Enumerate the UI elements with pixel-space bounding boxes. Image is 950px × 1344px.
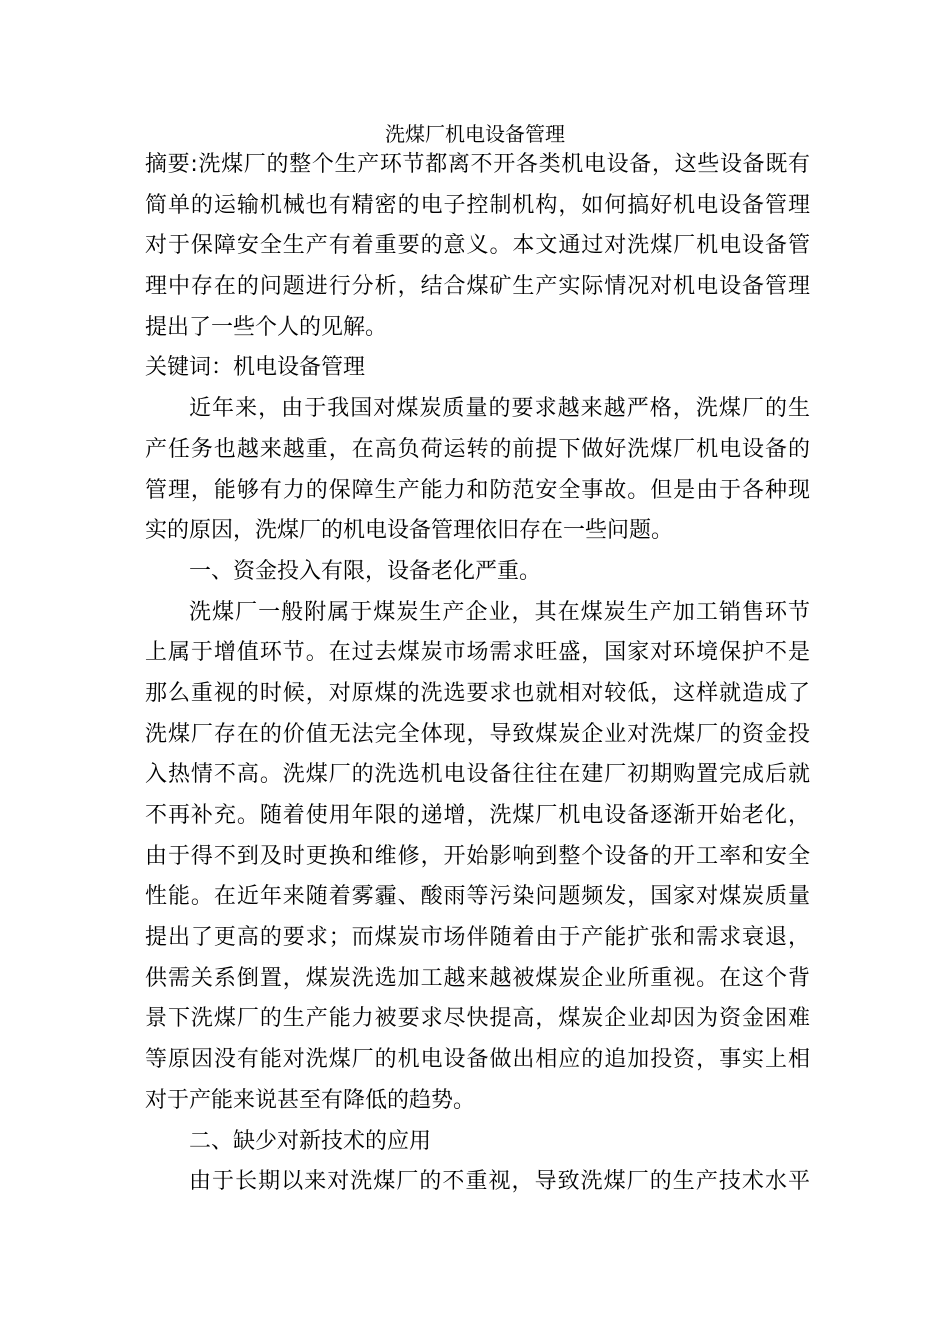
document-title: 洗煤厂机电设备管理 — [385, 122, 565, 146]
abstract-line: 理中存在的问题进行分析，结合煤矿生产实际情况对机电设备管理 — [145, 274, 810, 300]
paragraph-line: 由于得不到及时更换和维修，开始影响到整个设备的开工率和安全 — [145, 843, 810, 869]
section-heading: 一、资金投入有限，设备老化严重。 — [189, 558, 542, 584]
paragraph-line: 管理，能够有力的保障生产能力和防范安全事故。但是由于各种现 — [145, 477, 810, 503]
abstract-line: 摘要:洗煤厂的整个生产环节都离不开各类机电设备，这些设备既有 — [145, 152, 810, 177]
abstract-line: 对于保障安全生产有着重要的意义。本文通过对洗煤厂机电设备管 — [145, 233, 810, 259]
paragraph-line: 洗煤厂存在的价值无法完全体现，导致煤炭企业对洗煤厂的资金投 — [145, 721, 810, 747]
paragraph-line: 不再补充。随着使用年限的递增，洗煤厂机电设备逐渐开始老化， — [145, 803, 810, 828]
paragraph-line: 由于长期以来对洗煤厂的不重视，导致洗煤厂的生产技术水平 — [189, 1169, 810, 1195]
paragraph-line: 提出了更高的要求；而煤炭市场伴随着由于产能扩张和需求衰退， — [145, 925, 810, 951]
keywords-line: 关键词：机电设备管理 — [145, 355, 366, 381]
paragraph-line: 洗煤厂一般附属于煤炭生产企业，其在煤炭生产加工销售环节 — [189, 599, 810, 625]
abstract-line: 简单的运输机械也有精密的电子控制机构，如何搞好机电设备管理 — [145, 192, 810, 218]
paragraph-line: 等原因没有能对洗煤厂的机电设备做出相应的追加投资，事实上相 — [145, 1047, 810, 1073]
paragraph-line: 性能。在近年来随着雾霾、酸雨等污染问题频发，国家对煤炭质量 — [145, 884, 810, 910]
paragraph-line: 近年来，由于我国对煤炭质量的要求越来越严格，洗煤厂的生 — [189, 396, 810, 422]
paragraph-line: 入热情不高。洗煤厂的洗选机电设备往往在建厂初期购置完成后就 — [145, 762, 810, 788]
paragraph-line: 那么重视的时候，对原煤的洗选要求也就相对较低，这样就造成了 — [145, 680, 810, 706]
paragraph-line: 对于产能来说甚至有降低的趋势。 — [145, 1087, 476, 1113]
paragraph-line: 产任务也越来越重，在高负荷运转的前提下做好洗煤厂机电设备的 — [145, 436, 810, 462]
document-body — [145, 145, 810, 1203]
paragraph-line: 实的原因，洗煤厂的机电设备管理依旧存在一些问题。 — [145, 518, 674, 544]
paragraph-line: 上属于增值环节。在过去煤炭市场需求旺盛，国家对环境保护不是 — [145, 640, 810, 666]
paragraph-line: 供需关系倒置，煤炭洗选加工越来越被煤炭企业所重视。在这个背 — [145, 965, 810, 991]
abstract-line: 提出了一些个人的见解。 — [145, 314, 388, 340]
paragraph-line: 景下洗煤厂的生产能力被要求尽快提高，煤炭企业却因为资金困难 — [145, 1006, 810, 1032]
section-heading: 二、缺少对新技术的应用 — [189, 1128, 432, 1154]
